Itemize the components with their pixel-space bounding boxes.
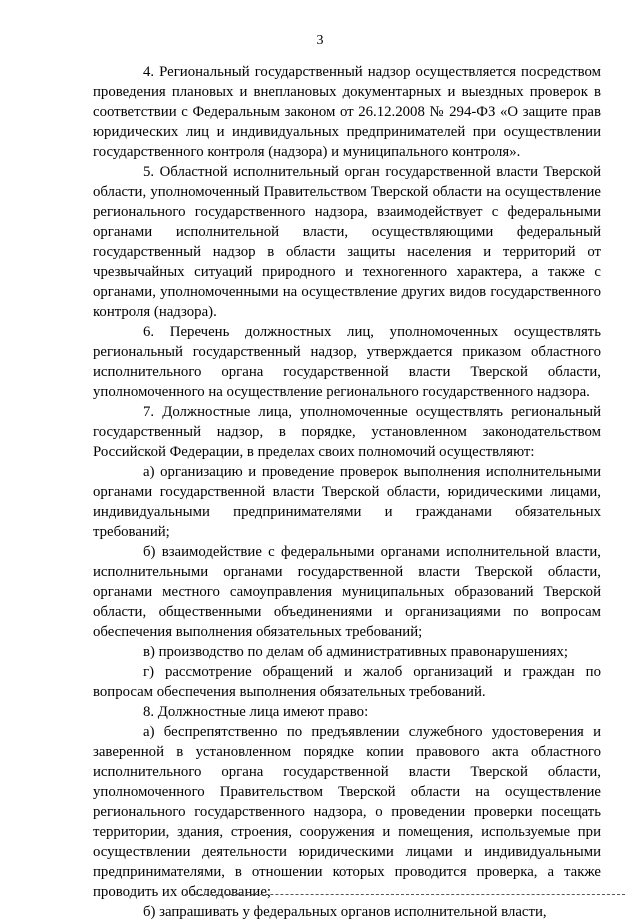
- paragraph-6: 6. Перечень должностных лиц, уполномоченных осуществлять региональный государственный надзор, утверждается приказом областного исполнительного органа государственной власти Тверской области, уполномоченного на осуществление регионального государственного надзора.: [93, 324, 601, 400]
- paragraph-4: 4. Региональный государственный надзор осуществляется посредством проведения плановых и внеплановых документарных и выездных проверок в соответствии с Федеральным законом от 26.12.2008 № 294-ФЗ «О защите прав юридических лиц и индивидуальных предпринимателей при осуществлении государственного контроля (надзора) и муниципального контроля».: [93, 64, 601, 160]
- paragraph-7g: г) рассмотрение обращений и жалоб организаций и граждан по вопросам обеспечения выполнения обязательных требований.: [93, 664, 601, 700]
- paragraph-7: 7. Должностные лица, уполномоченные осуществлять региональный государственный надзор, в порядке, установленном законодательством Российской Федерации, в пределах своих полномочий осуществляют:: [93, 404, 601, 460]
- paragraph-8b: б) запрашивать у федеральных органов исполнительной власти,: [143, 904, 547, 920]
- page-number: 3: [316, 33, 324, 48]
- paragraph-7a: а) организацию и проведение проверок выполнения исполнительными органами государственной власти Тверской области, юридическими лицами, индивидуальными предпринимателями и гражданами обязательных требований;: [93, 464, 601, 540]
- paragraph-5: 5. Областной исполнительный орган государственной власти Тверской области, уполномоченный Правительством Тверской области на осуществление регионального государственного надзора, взаимодействует с федеральными органами исполнительной власти, осуществляющими федеральный государственный надзор в области защиты населения и территорий от чрезвычайных ситуаций природного и техногенного характера, а также с органами, уполномоченными на осуществление других видов государственного контроля (надзора).: [93, 164, 601, 320]
- scan-edge-line: [185, 894, 625, 896]
- paragraph-7b: б) взаимодействие с федеральными органами исполнительной власти, исполнительными органами государственной власти Тверской области, органами местного самоуправления муниципальных образований Тверской области, общественными объединениями и организациями по вопросам обеспечения выполнения обязательных требований;: [93, 544, 601, 640]
- paragraph-7v: в) производство по делам об административных правонарушениях;: [143, 644, 568, 660]
- document-body: [93, 62, 601, 922]
- paragraph-8a: а) беспрепятственно по предъявлении служебного удостоверения и заверенной в установленном порядке копии правового акта областного исполнительного органа государственной власти Тверской области, уполномоченного Правительством Тверской области на осуществление регионального государственного надзора, о проведении проверки посещать территории, здания, строения, сооружения и помещения, используемые при осуществлении деятельности юридическими лицами и индивидуальными предпринимателями, в отношении которых проводится проверка, а также проводить их обследование;: [93, 724, 601, 900]
- paragraph-8: 8. Должностные лица имеют право:: [143, 704, 369, 720]
